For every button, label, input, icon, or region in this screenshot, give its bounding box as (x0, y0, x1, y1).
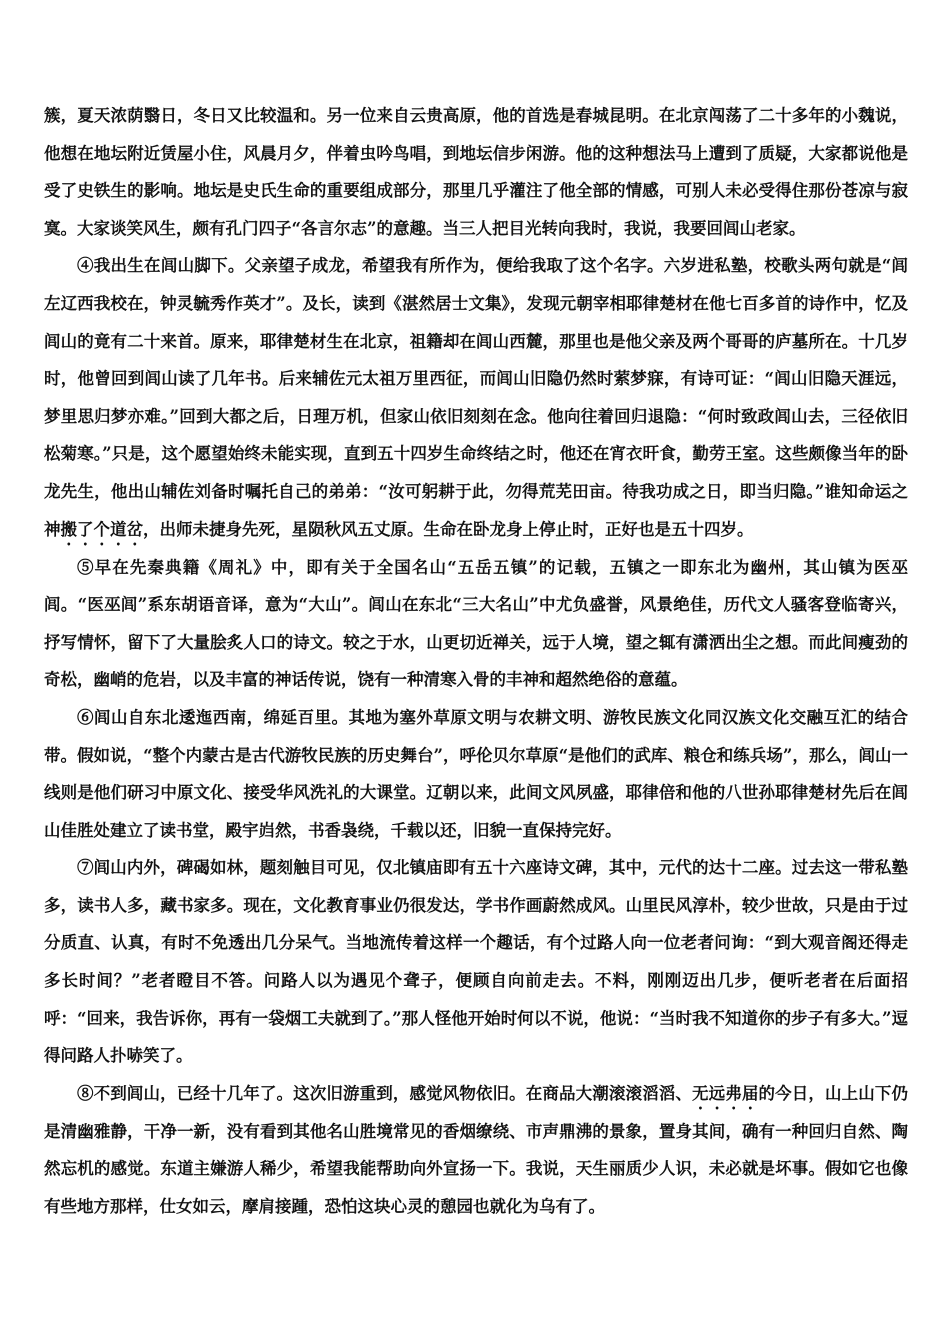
paragraph-4 (44, 247, 908, 548)
document-page (44, 97, 908, 1226)
paragraph-8-text-b: 的今日，山上山下仍是清幽雅静，干净一新，没有看到其他名山胜境常见的香烟缭绕、市声鼎沸的景象，置身其间，确有一种回归自然、陶然忘机的感觉。东道主嫌游人稀少，希望我能帮助向外宣扬一下。我说，天生丽质少人识，未必就是坏事。假如它也像有些地方那样，仕女如云，摩肩接踵，恐怕这块心灵的憩园也就化为乌有了。 (44, 1083, 909, 1217)
paragraph-6: ⑥闾山自东北逶迤西南，绵延百里。其地为塞外草原文明与农耕文明、游牧民族文化同汉族文化交融互汇的结合带。假如说，“整个内蒙古是古代游牧民族的历史舞台”，呼伦贝尔草原“是他们的武库、粮仓和练兵场”，那么，闾山一线则是他们研习中原文化、接受华风洗礼的大课堂。辽朝以来，此间文风夙盛，耶律倍和他的八世孙耶律楚材先后在闾山佳胜处建立了读书堂，殿宇岿然，书香袅绕，千载以还，旧貌一直保持完好。 (44, 707, 908, 840)
emphasized-phrase-wuyuanfujie: 无远弗届 (692, 1083, 759, 1103)
paragraph-8 (44, 1075, 908, 1226)
paragraph-8-text-a: ⑧不到闾山，已经十几年了。这次旧游重到，感觉风物依旧。在商品大潮滚滚滔滔、 (77, 1083, 693, 1103)
paragraph-7: ⑦闾山内外，碑碣如林，题刻触目可见，仅北镇庙即有五十六座诗文碑，其中，元代的达十二座。过去这一带私塾多，读书人多，藏书家多。现在，文化教育事业仍很发达，学书作画蔚然成风。山里民风淳朴，较少世故，只是由于过分质直、认真，有时不免透出几分呆气。当地流传着这样一个趣话，有个过路人向一位老者问询：“到大观音阁还得走多长时间？”老者瞪目不答。问路人以为遇见个聋子，便顾自向前走去。不料，刚刚迈出几步，便听老者在后面招呼：“回来，我告诉你，再有一袋烟工夫就到了。”那人怪他开始时何以不说，他说：“当时我不知道你的步子有多大。”逗得问路人扑哧笑了。 (44, 858, 908, 1066)
paragraph-continuation: 簇，夏天浓荫翳日，冬日又比较温和。另一位来自云贵高原，他的首选是春城昆明。在北京闯荡了二十多年的小魏说，他想在地坛附近赁屋小住，风晨月夕，伴着虫吟鸟唱，到地坛信步闲游。他的这种想法马上遭到了质疑，大家都说他是受了史铁生的影响。地坛是史氏生命的重要组成部分，那里几乎灌注了他全部的情感，可别人未必受得住那份苍凉与寂寞。大家谈笑风生，颇有孔门四子“各言尔志”的意趣。当三人把目光转向我时，我说，我要回闾山老家。 (44, 106, 908, 238)
emphasized-phrase-daocha: 搬了个道岔 (60, 519, 143, 539)
paragraph-4-text-b: ，出师未捷身先死，星陨秋风五丈原。生命在卧龙身上停止时，正好也是五十四岁。 (143, 519, 754, 539)
paragraph-4-text-a: ④我出生在闾山脚下。父亲望子成龙，希望我有所作为，便给我取了这个名字。六岁进私塾，校歌头两句就是“闾左辽西我校在，钟灵毓秀作英才”。及长，读到《湛然居士文集》，发现元朝宰相耶律楚材在他七百多首的诗作中，忆及闾山的竟有二十来首。原来，耶律楚材生在北京，祖籍却在闾山西麓，那里也是他父亲及两个哥哥的庐墓所在。十几岁时，他曾回到闾山读了几年书。后来辅佐元太祖万里西征，而闾山旧隐仍然时萦梦寐，有诗可证：“闾山旧隐天涯远，梦里思归梦亦难。”回到大都之后，日理万机，但家山依旧刻刻在念。他向往着回归退隐：“何时致政闾山去，三径依旧松菊寒。”只是，这个愿望始终未能实现，直到五十四岁生命终结之时，他还在宵衣旰食，勤劳王室。这些颇像当年的卧龙先生，他出山辅佐刘备时嘱托自己的弟弟：“汝可躬耕于此，勿得荒芜田亩。待我功成之日，即当归隐。”谁知命运之神 (44, 256, 908, 539)
paragraph-5: ⑤早在先秦典籍《周礼》中，即有关于全国名山“五岳五镇”的记载，五镇之一即东北为幽州，其山镇为医巫闾。“医巫闾”系东胡语音译，意为“大山”。闾山在东北“三大名山”中尤负盛誉，风景绝佳，历代文人骚客登临寄兴，抒写情怀，留下了大量脍炙人口的诗文。较之于水，山更切近禅关，远于人境，望之辄有潇洒出尘之想。而此间瘦劲的奇松，幽峭的危岩，以及丰富的神话传说，饶有一种清寒入骨的丰神和超然绝俗的意蕴。 (44, 557, 908, 690)
